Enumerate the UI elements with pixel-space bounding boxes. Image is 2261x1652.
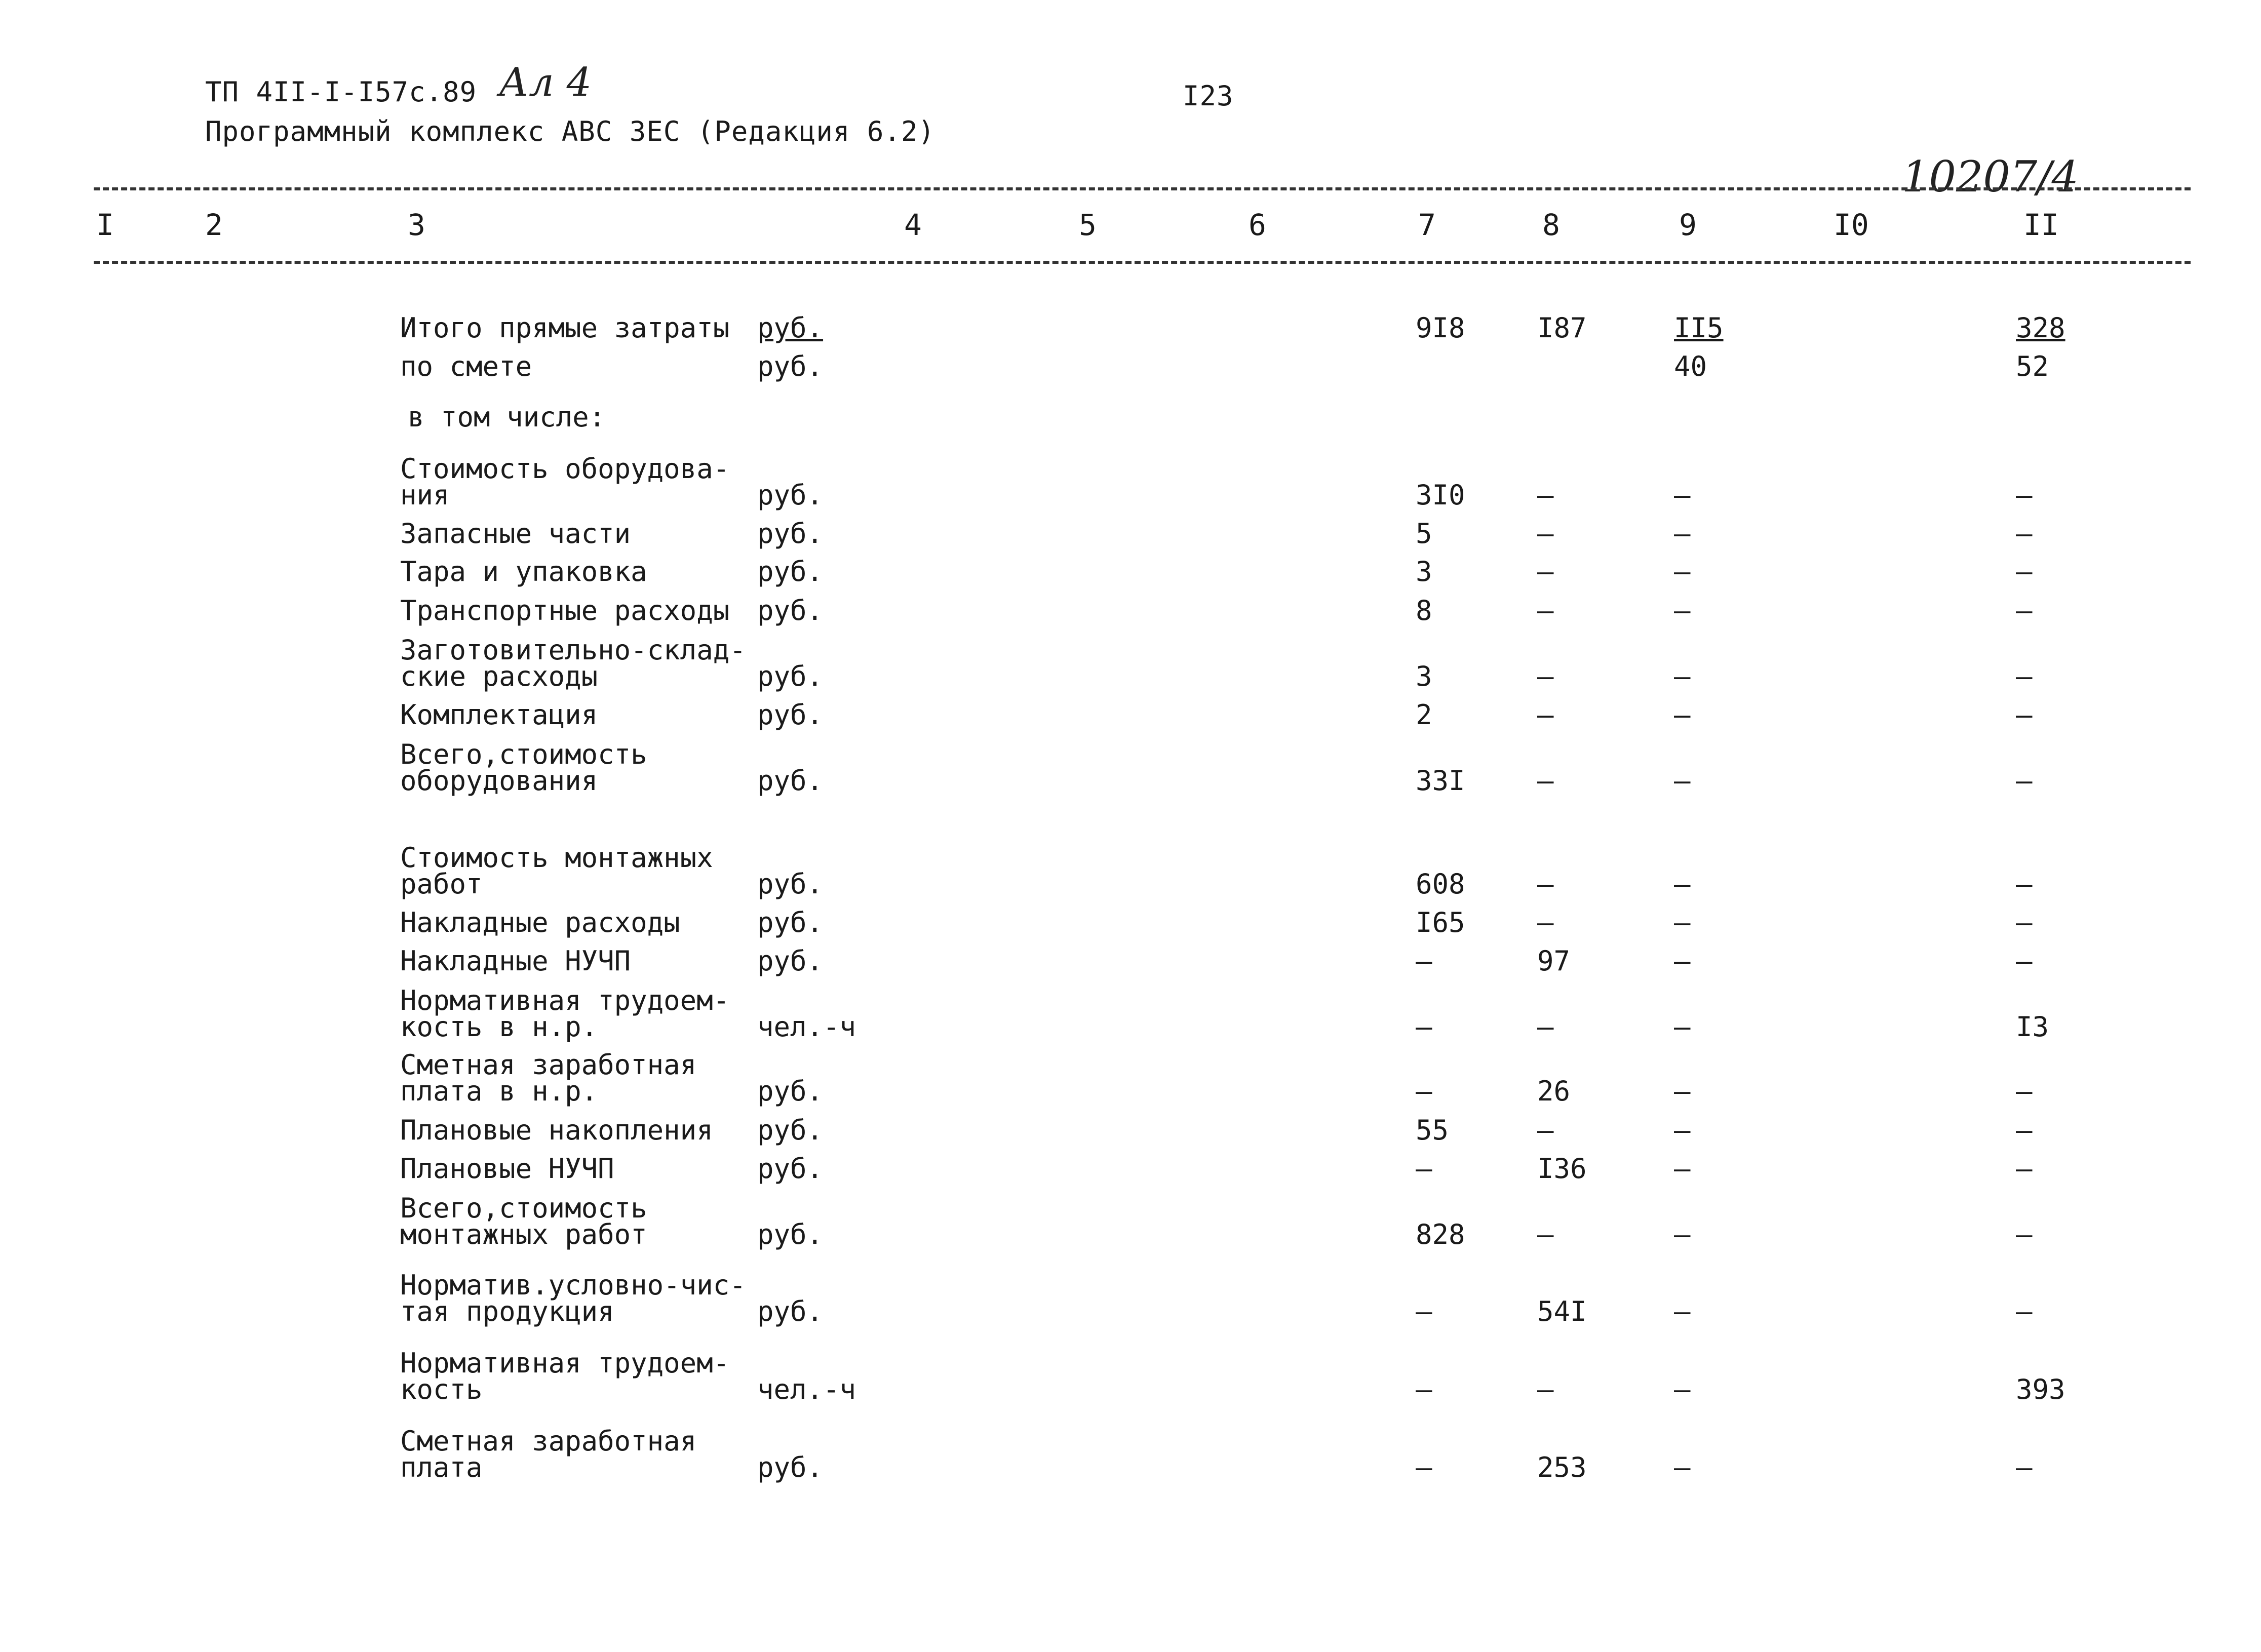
- value-col-9: –: [1674, 518, 1691, 549]
- value-col-9: –: [1674, 1218, 1691, 1250]
- value-col-11: –: [2016, 1153, 2033, 1185]
- value-col-9: –: [1674, 1295, 1691, 1327]
- value-col-9: –: [1674, 1011, 1691, 1043]
- row-label: Всего,стоимость монтажных работ: [400, 1192, 647, 1250]
- program-line: Программный комплекс АВС ЗЕС (Редакция 6.2): [205, 115, 935, 147]
- row-unit: руб.: [757, 868, 824, 900]
- value-col-11: –: [2016, 479, 2033, 511]
- value-col-11: –: [2016, 595, 2033, 626]
- value-col-7: –: [1416, 1295, 1432, 1327]
- value-col-7: 9I8: [1416, 312, 1465, 344]
- value-col-7: –: [1416, 1451, 1432, 1483]
- row-label: Накладные расходы: [400, 907, 680, 938]
- value-col-7: 55: [1416, 1114, 1449, 1146]
- value-col-9: –: [1674, 1114, 1691, 1146]
- value-col-7: –: [1416, 945, 1432, 977]
- value-col-8: –: [1537, 699, 1554, 731]
- value-col-8: –: [1537, 1011, 1554, 1043]
- row-label: Заготовительно-склад- ские расходы: [400, 634, 746, 692]
- value-col-7: –: [1416, 1153, 1432, 1185]
- header-rule-bottom: [94, 261, 2191, 264]
- value-col-8: –: [1537, 556, 1554, 587]
- value-col-7: –: [1416, 1011, 1432, 1043]
- handwritten-number: 10207/4: [1902, 152, 2079, 202]
- row-label: Всего,стоимость оборудования: [400, 738, 647, 797]
- row-unit: руб.: [757, 518, 824, 549]
- row-label: по смете: [400, 350, 532, 382]
- row-unit: руб.: [757, 350, 824, 382]
- value-col-9: –: [1674, 660, 1691, 692]
- row-unit: руб.: [757, 595, 824, 626]
- value-col-9: –: [1674, 765, 1691, 797]
- value-col-11: I3: [2016, 1011, 2049, 1043]
- row-label: Сметная заработная плата: [400, 1425, 697, 1483]
- row-label: Плановые НУЧП: [400, 1153, 614, 1185]
- row-label: Стоимость оборудова- ния: [400, 453, 730, 511]
- value-col-11: 52: [2016, 350, 2049, 382]
- value-col-11: –: [2016, 1451, 2033, 1483]
- column-number-2: 2: [205, 208, 223, 242]
- row-label: Стоимость монтажных работ: [400, 842, 713, 900]
- value-col-8: –: [1537, 595, 1554, 626]
- row-unit: руб.: [757, 660, 824, 692]
- column-number-5: 5: [1079, 208, 1097, 242]
- value-col-9: II5: [1674, 312, 1724, 344]
- value-col-8: –: [1537, 907, 1554, 938]
- column-number-10: I0: [1834, 208, 1869, 242]
- row-unit: руб.: [757, 479, 824, 511]
- column-number-11: II: [2023, 208, 2059, 242]
- value-col-9: –: [1674, 1451, 1691, 1483]
- row-label: Тара и упаковка: [400, 556, 647, 587]
- value-col-11: –: [2016, 556, 2033, 587]
- value-col-11: –: [2016, 868, 2033, 900]
- column-number-8: 8: [1542, 208, 1560, 242]
- row-unit: руб.: [757, 312, 824, 344]
- value-col-11: –: [2016, 1075, 2033, 1107]
- row-unit: руб.: [757, 1114, 824, 1146]
- value-col-11: –: [2016, 945, 2033, 977]
- value-col-8: –: [1537, 479, 1554, 511]
- value-col-9: –: [1674, 907, 1691, 938]
- row-unit: руб.: [757, 699, 824, 731]
- row-label: Комплектация: [400, 699, 598, 731]
- value-col-11: –: [2016, 1114, 2033, 1146]
- value-col-7: 8: [1416, 595, 1432, 626]
- value-col-9: –: [1674, 1373, 1691, 1405]
- value-col-8: –: [1537, 1218, 1554, 1250]
- value-col-9: –: [1674, 699, 1691, 731]
- value-col-11: –: [2016, 660, 2033, 692]
- value-col-8: –: [1537, 765, 1554, 797]
- value-col-7: 828: [1416, 1218, 1465, 1250]
- value-col-11: –: [2016, 1295, 2033, 1327]
- value-col-9: –: [1674, 1153, 1691, 1185]
- column-number-4: 4: [904, 208, 922, 242]
- value-col-7: –: [1416, 1075, 1432, 1107]
- value-col-11: –: [2016, 1218, 2033, 1250]
- value-col-11: 328: [2016, 312, 2065, 344]
- page-number: I23: [1183, 80, 1234, 112]
- value-col-7: 33I: [1416, 765, 1465, 797]
- value-col-7: 2: [1416, 699, 1432, 731]
- value-col-11: –: [2016, 699, 2033, 731]
- value-col-9: 40: [1674, 350, 1707, 382]
- value-col-8: I36: [1537, 1153, 1587, 1185]
- column-number-1: I: [96, 208, 114, 242]
- row-label: Сметная заработная плата в н.р.: [400, 1049, 697, 1107]
- value-col-9: –: [1674, 556, 1691, 587]
- row-label: Норматив.условно-чис- тая продукция: [400, 1269, 746, 1327]
- value-col-9: –: [1674, 595, 1691, 626]
- row-unit: руб.: [757, 1451, 824, 1483]
- value-col-7: 5: [1416, 518, 1432, 549]
- value-col-8: 26: [1537, 1075, 1571, 1107]
- row-unit: чел.-ч: [757, 1373, 856, 1405]
- value-col-8: –: [1537, 868, 1554, 900]
- row-label: Итого прямые затраты: [400, 312, 730, 344]
- row-label: Нормативная трудоем- кость в н.р.: [400, 985, 730, 1043]
- value-col-11: –: [2016, 907, 2033, 938]
- value-col-8: 97: [1537, 945, 1571, 977]
- row-label: в том числе:: [408, 401, 606, 433]
- header-rule-top: [94, 187, 2191, 190]
- value-col-8: 54I: [1537, 1295, 1587, 1327]
- row-unit: руб.: [757, 1218, 824, 1250]
- row-unit: руб.: [757, 556, 824, 587]
- row-label: Плановые накопления: [400, 1114, 713, 1146]
- column-number-3: 3: [408, 208, 425, 242]
- document-code: ТП 4II-I-I57с.89: [205, 76, 477, 108]
- row-unit: руб.: [757, 765, 824, 797]
- row-unit: руб.: [757, 1295, 824, 1327]
- column-number-6: 6: [1249, 208, 1266, 242]
- value-col-7: 608: [1416, 868, 1465, 900]
- value-col-9: –: [1674, 1075, 1691, 1107]
- value-col-11: –: [2016, 518, 2033, 549]
- row-unit: руб.: [757, 945, 824, 977]
- row-unit: чел.-ч: [757, 1011, 856, 1043]
- value-col-8: –: [1537, 660, 1554, 692]
- value-col-7: 3: [1416, 660, 1432, 692]
- row-label: Транспортные расходы: [400, 595, 730, 626]
- row-label: Запасные части: [400, 518, 631, 549]
- value-col-8: –: [1537, 1114, 1554, 1146]
- column-number-7: 7: [1418, 208, 1436, 242]
- value-col-9: –: [1674, 868, 1691, 900]
- value-col-7: –: [1416, 1373, 1432, 1405]
- row-unit: руб.: [757, 1153, 824, 1185]
- value-col-7: 3: [1416, 556, 1432, 587]
- value-col-11: –: [2016, 765, 2033, 797]
- value-col-9: –: [1674, 945, 1691, 977]
- value-col-8: 253: [1537, 1451, 1587, 1483]
- handwritten-sheet-mark: Ал 4: [499, 60, 592, 105]
- value-col-7: 3I0: [1416, 479, 1465, 511]
- value-col-8: I87: [1537, 312, 1587, 344]
- value-col-8: –: [1537, 518, 1554, 549]
- row-unit: руб.: [757, 907, 824, 938]
- row-unit: руб.: [757, 1075, 824, 1107]
- column-number-9: 9: [1679, 208, 1697, 242]
- value-col-8: –: [1537, 1373, 1554, 1405]
- row-label: Накладные НУЧП: [400, 945, 631, 977]
- value-col-11: 393: [2016, 1373, 2065, 1405]
- value-col-7: I65: [1416, 907, 1465, 938]
- value-col-9: –: [1674, 479, 1691, 511]
- row-label: Нормативная трудоем- кость: [400, 1347, 730, 1405]
